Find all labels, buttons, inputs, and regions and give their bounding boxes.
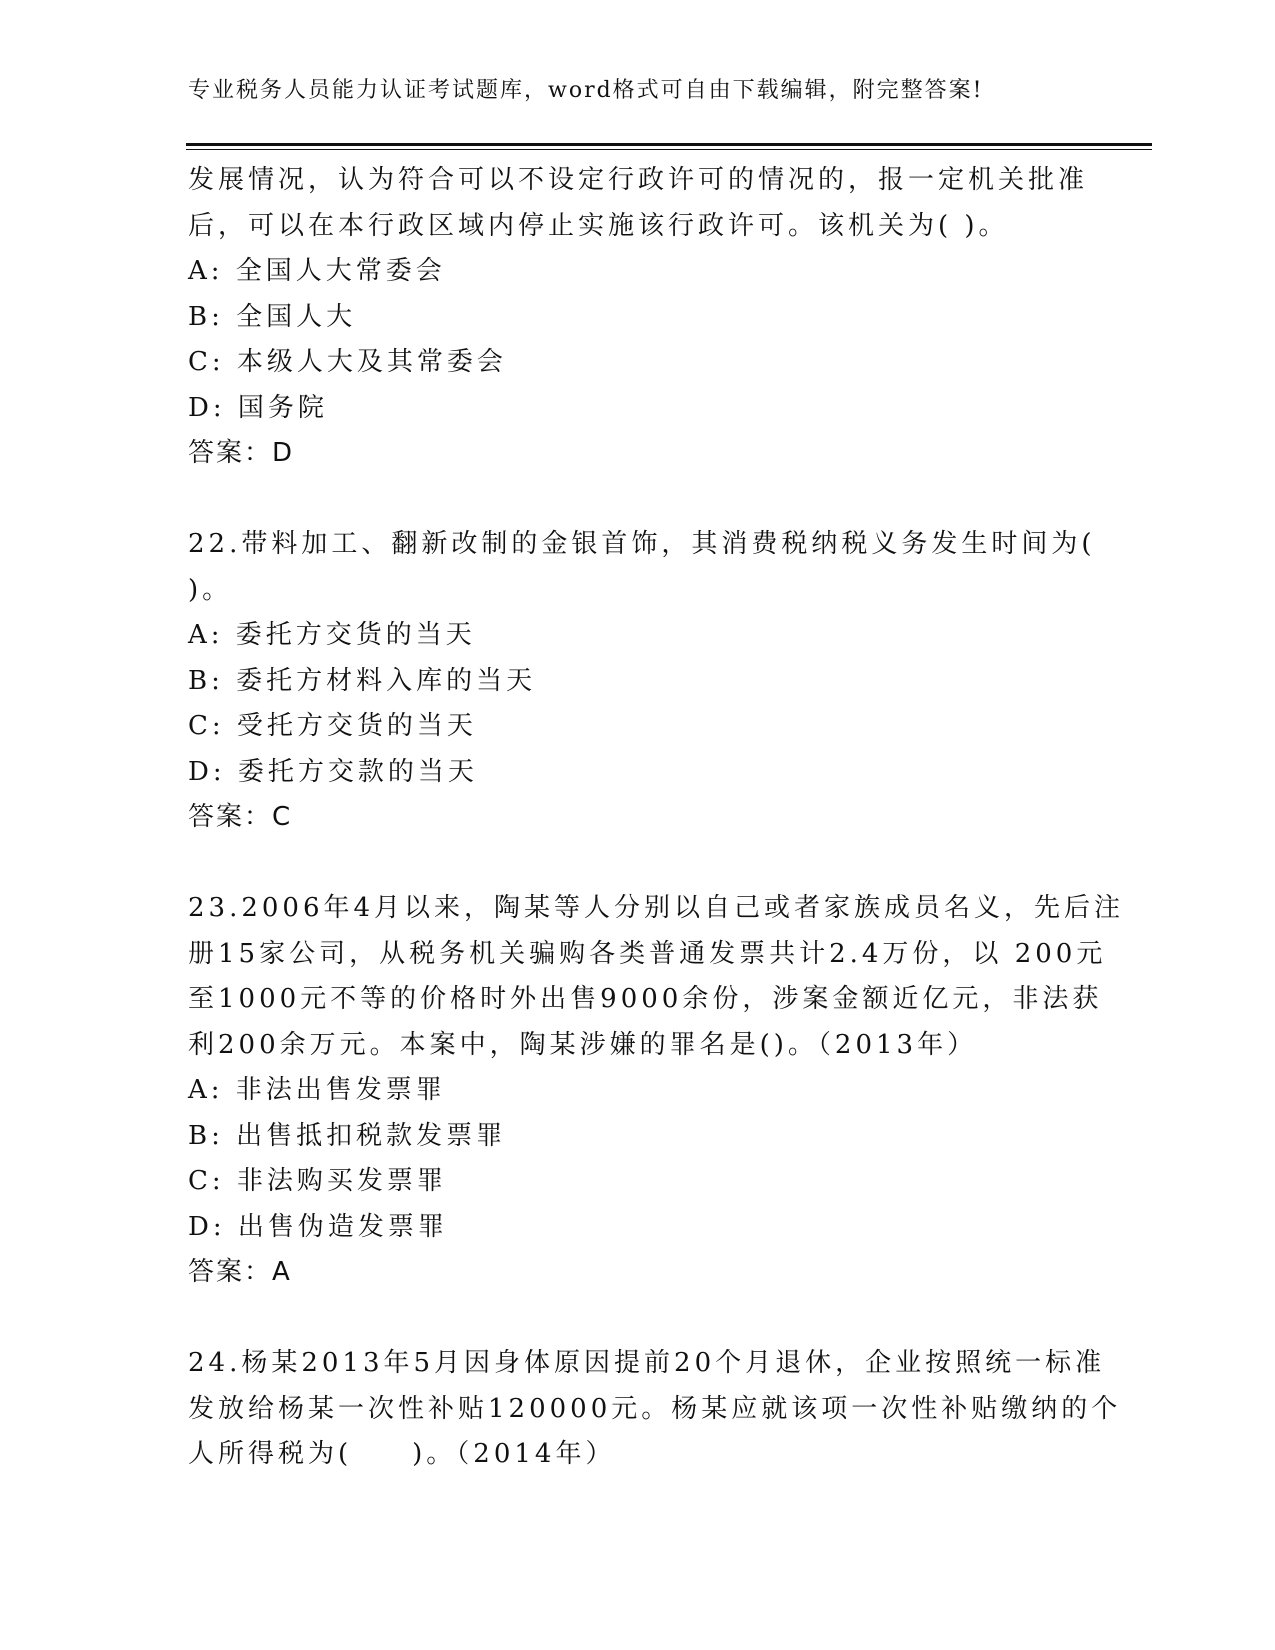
question-21 [188, 158, 1088, 477]
option-b: B: 出售抵扣税款发票罪 [188, 1120, 507, 1151]
question-stem-line: 24.杨某2013年5月因身体原因提前20个月退休，企业按照统一标准 [188, 1348, 1106, 1378]
header-rule-thin [186, 149, 1152, 150]
question-stem-line: 册15家公司，从税务机关骗购各类普通发票共计2.4万份，以 200元 [188, 938, 1107, 969]
question-stem-line: 至1000元不等的价格时外出售9000余份，涉案金额近亿元，非法获 [188, 984, 1103, 1014]
question-24 [188, 1341, 1122, 1478]
question-23 [188, 886, 1125, 1296]
answer: 答案：D [188, 438, 295, 468]
option-a: A: 非法出售发票罪 [188, 1075, 446, 1105]
spacer [188, 477, 1088, 523]
option-d: D: 出售伪造发票罪 [188, 1211, 448, 1242]
spacer [188, 841, 1088, 887]
option-d: D: 国务院 [188, 392, 328, 423]
option-c: C: 受托方交货的当天 [188, 711, 477, 741]
document-body [188, 158, 1125, 1478]
question-stem-line: 发放给杨某一次性补贴120000元。杨某应就该项一次性补贴缴纳的个 [188, 1393, 1122, 1424]
option-c: C: 非法购买发票罪 [188, 1166, 447, 1196]
header-rule-thick [186, 143, 1152, 146]
option-d: D: 委托方交款的当天 [188, 756, 478, 787]
question-stem-line: 后，可以在本行政区域内停止实施该行政许可。该机关为( )。 [188, 210, 1009, 241]
question-stem-line: 利200余万元。本案中，陶某涉嫌的罪名是()。（2013年） [188, 1029, 978, 1060]
question-stem-line: )。 [188, 574, 233, 605]
question-stem-line: 发展情况，认为符合可以不设定行政许可的情况的，报一定机关批准 [188, 165, 1089, 195]
option-b: B: 委托方材料入库的当天 [188, 665, 537, 696]
spacer [188, 1296, 1088, 1342]
answer: 答案：C [188, 802, 293, 832]
question-stem-line: 人所得税为( )。（2014年） [188, 1439, 616, 1469]
answer: 答案：A [188, 1257, 292, 1287]
question-22 [188, 522, 1096, 841]
option-b: B: 全国人大 [188, 301, 357, 332]
option-a: A: 全国人大常委会 [188, 256, 446, 286]
question-stem-line: 23.2006年4月以来，陶某等人分别以自己或者家族成员名义，先后注 [188, 893, 1125, 923]
page-header: 专业税务人员能力认证考试题库，word格式可自由下载编辑，附完整答案! [188, 78, 984, 103]
option-c: C: 本级人大及其常委会 [188, 347, 507, 377]
question-stem-line: 22.带料加工、翻新改制的金银首饰，其消费税纳税义务发生时间为( [188, 529, 1096, 559]
option-a: A: 委托方交货的当天 [188, 620, 476, 650]
